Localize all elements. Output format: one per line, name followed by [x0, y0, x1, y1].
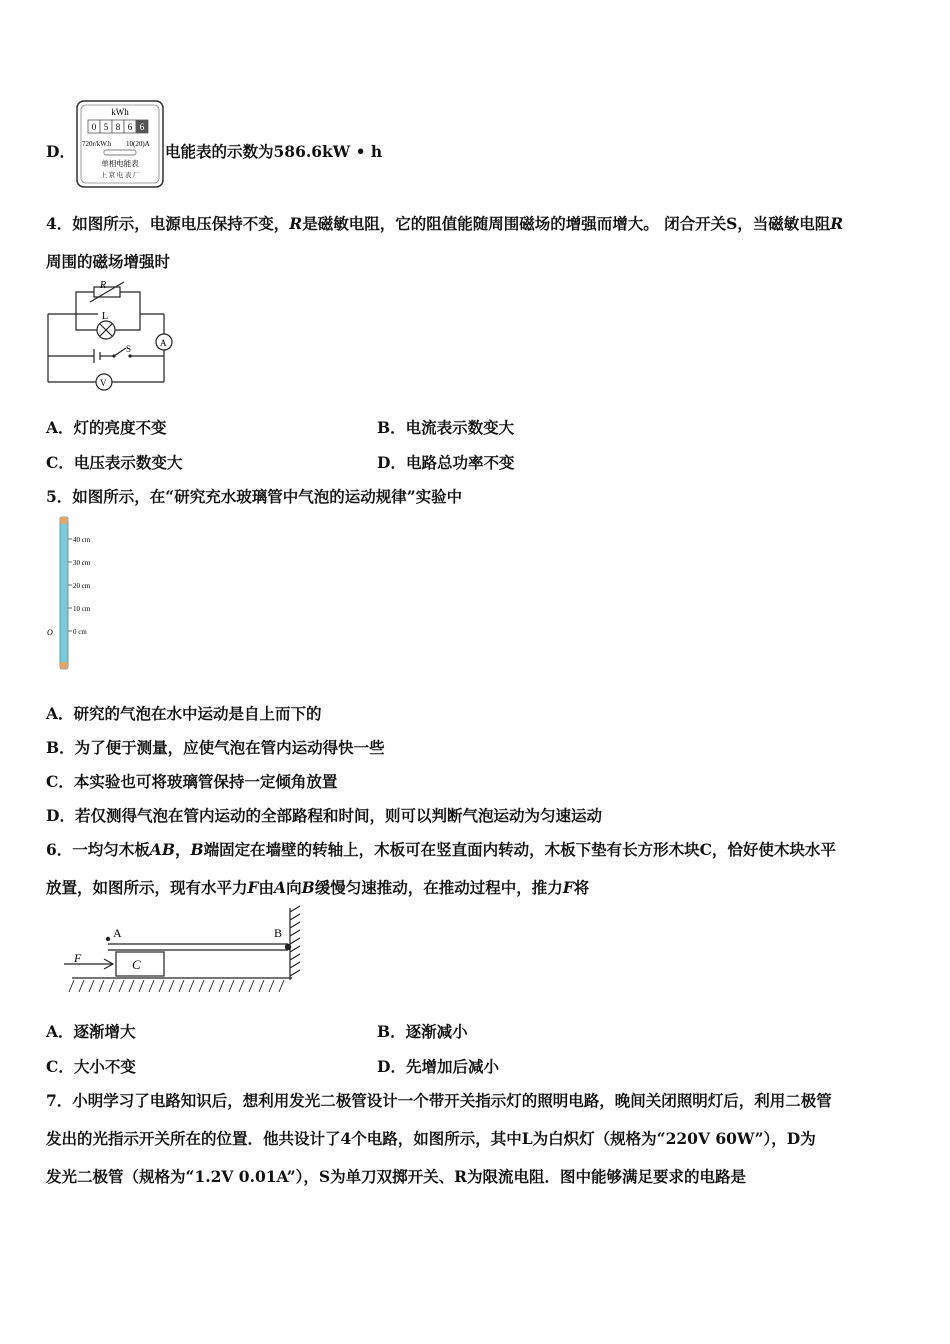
- meter-unit: kWh: [111, 107, 129, 117]
- q7-stem-line2: 发出的光指示开关所在的位置．他共设计了4个电路，如图所示，其中L为白炽灯（规格为“220V 60W”），D为: [46, 1129, 816, 1148]
- q5-glass-tube-figure: [44, 514, 104, 674]
- q5-stem: 5．如图所示，在“研究充水玻璃管中气泡的运动规律”实验中: [46, 487, 463, 506]
- q4-stem-line2: 周围的磁场增强时: [46, 252, 171, 271]
- q5-option-d: D．若仅测得气泡在管内运动的全部路程和时间，则可以判断气泡运动为匀速运动: [46, 806, 602, 825]
- q7-stem-line1: 7．小明学习了电路知识后，想利用发光二极管设计一个带开关指示灯的照明电路，晚间关闭照明灯后，利用二极管: [46, 1091, 832, 1110]
- meter-digit: 6: [127, 122, 133, 132]
- rheostat-label: R: [100, 280, 107, 291]
- meter-digit: 8: [115, 122, 121, 132]
- q7-stem-line3: 发光二极管（规格为“1.2V 0.01A”），S为单刀双掷开关、R为限流电阻．图中能够满足要求的电路是: [46, 1167, 746, 1186]
- meter-name: 单相电能表: [101, 159, 139, 168]
- q6-option-d: D．先增加后减小: [377, 1057, 499, 1076]
- electric-meter-figure: [76, 100, 164, 188]
- ammeter-label: A: [160, 338, 167, 348]
- q5-option-b: B．为了便于测量，应使气泡在管内运动得快一些: [46, 738, 385, 757]
- q6-option-c: C．大小不变: [46, 1057, 136, 1076]
- q4-stem-line1: 4．如图所示，电源电压保持不变，R是磁敏电阻，它的阻值能随周围磁场的增强而增大。 闭合开关S，当磁敏电阻R: [46, 214, 844, 233]
- q4-option-a: A．灯的亮度不变: [46, 418, 167, 437]
- q6-stem-line2: 放置，如图所示，现有水平力F由A向B缓慢匀速推动，在推动过程中，推力F将: [46, 878, 590, 897]
- q4-option-b: B．电流表示数变大: [377, 418, 515, 437]
- switch-label: S: [126, 344, 132, 354]
- q6-option-b: B．逐渐减小: [377, 1022, 468, 1041]
- tube-mark: 40 cm: [73, 536, 91, 544]
- block-c-label: C: [132, 957, 141, 972]
- meter-rating-left: 720r/kW.h: [82, 140, 112, 148]
- q4-option-c: C．电压表示数变大: [46, 453, 183, 472]
- meter-digit: 0: [91, 122, 97, 132]
- meter-digit: 5: [103, 122, 109, 132]
- force-f-label: F: [74, 951, 82, 965]
- q4-option-d: D．电路总功率不变: [377, 453, 515, 472]
- meter-digit: 6: [139, 122, 145, 132]
- q5-option-a: A．研究的气泡在水中运动是自上而下的: [46, 704, 322, 723]
- meter-maker: 上 京 电 表 厂: [100, 172, 140, 179]
- point-b-label: B: [274, 926, 283, 940]
- tube-mark: 30 cm: [73, 559, 91, 567]
- voltmeter-label: V: [100, 378, 107, 388]
- q6-stem-line1: 6．一均匀木板AB，B端固定在墙壁的转轴上，木板可在竖直面内转动，木板下垫有长方形木块C，恰好使木块水平: [46, 840, 836, 859]
- q3-option-d-label: D．: [46, 142, 75, 161]
- tube-mark: 0 cm: [73, 628, 87, 636]
- q5-option-c: C．本实验也可将玻璃管保持一定倾角放置: [46, 772, 338, 791]
- q3-option-d-text: 电能表的示数为586.6kW • h: [165, 142, 383, 161]
- origin-label: O: [47, 628, 53, 637]
- q6-option-a: A．逐渐增大: [46, 1022, 136, 1041]
- meter-rating-right: 10(20)A: [126, 140, 150, 148]
- tube-mark: 20 cm: [73, 582, 91, 590]
- q6-board-figure: [60, 904, 310, 998]
- lamp-label: L: [102, 311, 109, 322]
- tube-mark: 10 cm: [73, 605, 91, 613]
- q4-circuit-diagram: [44, 278, 184, 392]
- point-a-label: A: [113, 926, 122, 940]
